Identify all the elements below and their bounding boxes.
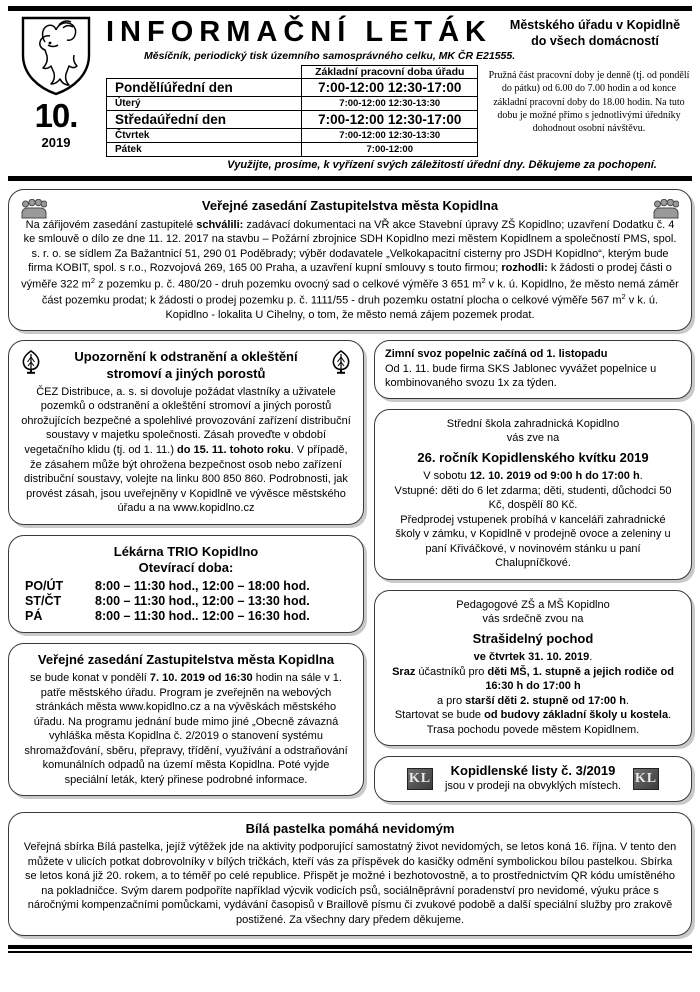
flower-show-box	[374, 409, 692, 580]
group-of-people-icon	[21, 199, 47, 219]
council-superscript-1: 2	[90, 275, 96, 285]
council2-text-2: hodin na sále v 1. patře městského úřadu. Program je zveřejněn na webových stránkách města www.kopidlno.cz a na vývěskách městského úřadu. Na programu jednání bude mimo jiné „Obecně závazná vyhláška města Kopidlna č. 2/2019 o stanovení systému shromažďování, sběru, přepravy, třídění, využívání a odstraňování komunálních odpadů na území města Kopidlna. Poté vyjde speciální leták, který přinese podrobné informace.	[24, 672, 348, 786]
table-row	[107, 79, 478, 97]
walk-older-suffix: .	[625, 694, 629, 707]
council-emphasis-decided: rozhodli:	[501, 262, 548, 275]
flower-date-suffix: .	[639, 470, 643, 483]
office-line-2: do všech domácností	[531, 33, 659, 48]
masthead-main	[104, 15, 692, 175]
periodical-subtitle: Měsíčník, periodický tisk územního samosprávného celku, MK ČR E21555.	[144, 50, 516, 63]
office-hours-time: 7:00-12:00	[302, 143, 478, 157]
waste-collection-title: Zimní svoz popelnic začíná od 1. listopadu	[385, 348, 608, 361]
pharmacy-days: PÁ	[25, 609, 43, 624]
crest-column	[8, 15, 104, 150]
cez-notice-body	[21, 385, 351, 516]
pharmacy-hours-label: Otevírací doba:	[138, 559, 234, 575]
council2-text-1: se bude konat v pondělí	[30, 672, 150, 685]
pharmacy-hours-table	[21, 579, 351, 624]
waste-collection-content	[385, 347, 681, 391]
newspaper-body: jsou v prodeji na obvyklých místech.	[444, 780, 622, 793]
flower-date-prefix: V sobotu	[423, 470, 470, 483]
kopidlenske-listy-logo: KL	[633, 768, 659, 790]
office-hours-note: úřední den	[163, 80, 233, 96]
masthead-middle-row	[106, 65, 692, 157]
walk-start-location: od budovy základní školy u kostela	[484, 709, 669, 722]
use-office-days-note: Využijte, prosíme, k vyřízení svých záležitostí úřední dny. Děkujeme za pochopení.	[227, 159, 657, 172]
pharmacy-name: Lékárna TRIO Kopidlno	[113, 543, 259, 559]
charity-title: Bílá pastelka pomáhá nevidomým	[245, 821, 455, 836]
cez-tree-notice-box	[8, 340, 364, 524]
council-meeting-box	[8, 189, 692, 331]
office-hours-day: Středa	[115, 112, 158, 128]
office-hours-day: Pátek	[107, 143, 302, 157]
pharmacy-time: 8:00 – 11:30 hod.. 12:00 – 16:30 hod.	[95, 609, 310, 624]
tree-icon	[21, 350, 41, 374]
cez-emphasis-deadline: do 15. 11. tohoto roku	[177, 443, 291, 456]
walk-route-line: Trasa pochodu povede městem Kopidlnem.	[426, 723, 640, 736]
pharmacy-box	[8, 535, 364, 634]
flower-school-line-1: Střední škola zahradnická Kopidlno	[446, 417, 620, 430]
office-hours-header-label: Základní pracovní doba úřadu	[302, 66, 478, 79]
cez-title-line-1: Upozornění k odstranění a okleštění	[74, 349, 298, 365]
two-column-section	[8, 340, 692, 802]
cez-title-line-2: stromoví a jiných porostů	[106, 365, 266, 381]
white-crayon-charity-box	[8, 812, 692, 936]
table-row	[107, 97, 478, 111]
footer-rule-thick	[8, 945, 692, 949]
walk-older-details: starší děti 2. stupně od 17:00 h	[465, 694, 626, 707]
walk-older-prefix: a pro	[437, 694, 466, 707]
walk-date-suffix: .	[589, 651, 593, 664]
table-row	[107, 129, 478, 143]
newspaper-text-block	[445, 763, 621, 794]
table-row	[107, 143, 478, 157]
footer-rule-thin	[8, 951, 692, 953]
pharmacy-days: PO/ÚT	[25, 579, 64, 594]
walk-date-line	[387, 650, 679, 665]
cez-text-2: . V případě, že zásahem může být ohrožena bezpečnost osob nebo zařízení distribuční soustavy, volejte na linku 800 850 860. Podrobnosti, jak provést zásah, jsou uveřejněny v Kopidlně ve vývěsce městského úřadu a na www.kopidlno.cz	[24, 443, 348, 515]
scary-walk-box	[374, 590, 692, 746]
walk-meet-text: účastníků pro	[415, 665, 488, 678]
council-text-4: z pozemku p. č. 480/20 - druh pozemku ovocný sad o celkové výměře 3 651 m	[95, 278, 482, 291]
flower-date-value: 12. 10. 2019 od 9:00 h do 17:00 h	[469, 470, 640, 483]
flower-date-line	[387, 469, 679, 484]
office-hours-time: 7:00-12:00 12:30-17:00	[302, 79, 478, 97]
office-hours-day: Úterý	[107, 97, 302, 111]
flower-admission-info: Vstupné: děti do 6 let zdarma; děti, studenti, důchodci 50 Kč, dospělí 80 Kč.	[394, 484, 672, 512]
flower-show-headline: 26. ročník Kopidlenského kvítku 2019	[417, 450, 649, 465]
page-title: INFORMAČNÍ LETÁK	[106, 16, 492, 48]
group-of-people-icon	[653, 199, 679, 219]
office-hours-header-row	[107, 66, 478, 79]
walk-date-value: ve čtvrtek 31. 10. 2019	[473, 651, 590, 664]
masthead	[8, 11, 692, 175]
pharmacy-time: 8:00 – 11:30 hod., 12:00 – 13:30 hod.	[95, 594, 310, 609]
office-hours-day: Čtvrtek	[107, 129, 302, 143]
office-line-1: Městského úřadu v Kopidlně	[509, 18, 681, 32]
kopidlenske-listy-box	[374, 756, 692, 802]
office-hours-table	[106, 65, 478, 157]
table-row	[107, 111, 478, 129]
council-text-5: v k. ú. Kopidlno, že město nemá záměr část pozemku prodat; k žádosti o prodej pozemku p. č. 1111/55 - druh pozemku ostatní plocha o celkové výměře 567 m	[41, 278, 679, 307]
walk-organizer-line-1: Pedagogové ZŠ a MŠ Kopidlno	[456, 598, 610, 611]
masthead-title-row	[106, 15, 692, 49]
walk-start-suffix: .	[668, 709, 672, 722]
office-hours-day: Pondělí	[115, 80, 164, 96]
office-hours-header-blank	[107, 66, 302, 79]
office-subtitle	[492, 15, 692, 49]
pharmacy-title	[21, 544, 351, 577]
issue-year: 2019	[41, 135, 71, 150]
council-meeting-title: Veřejné zasedání Zastupitelstva města Kopidlna	[201, 198, 499, 214]
council-superscript-2: 2	[481, 275, 486, 285]
waste-collection-box	[374, 340, 692, 399]
charity-body: Veřejná sbírka Bílá pastelka, jejíž výtěžek jde na aktivity podporující samostatný život nevidomých, se letos koná 16. října. V tento den můžete v ulicích potkat dobrovolníky v bílých tričkách, kteří vás za příspěvek do kasičky odmění symbolickou bílou pastelkou. Sbírka se letos koná již 20. rokem, a to téměř po celé republice. Přispět je možné i bezhotovostně, a to prostřednictvím QR kódu umístěného na pokladničce. Svým darem podpoříte například výcvik vodicích psů, sociálněprávní poradenství pro nevidomé, výuku práce s náročnými kompenzačními pomůckami, vydávání časopisů v Braillově písmu či zvukové podobě a další speciální služby pro zrakově postižené. Za všechny dary předem děkujeme.	[23, 841, 677, 926]
kopidlenske-listy-logo: KL	[407, 768, 433, 790]
pharmacy-time: 8:00 – 11:30 hod., 12:00 – 18:00 hod.	[95, 579, 310, 594]
council2-emphasis-date: 7. 10. 2019 od 16:30	[149, 672, 253, 685]
council-text-3: k žádosti o prodej části o výměře 322 m	[21, 262, 672, 291]
pharmacy-days: ST/ČT	[25, 594, 62, 609]
council-meeting-body	[21, 218, 679, 323]
office-hours-time: 7:00-12:00 12:30-13:30	[302, 97, 478, 111]
right-column	[374, 340, 692, 802]
masthead-bottom-rule	[8, 176, 692, 181]
walk-organizer-line-2: vás srdečně zvou na	[482, 613, 584, 626]
council-text-6: v k. ú. Kopidlno - lokalita U Cihelny, o tom, že město nemá zájem pozemek prodat.	[165, 294, 659, 321]
tree-icon	[331, 350, 351, 374]
walk-meet-details: děti MŠ, 1. stupně a jejich rodiče od 16:30 h do 17:00 h	[485, 665, 674, 693]
newsletter-page	[0, 6, 700, 992]
office-hours-time: 7:00-12:00 12:30-17:00	[302, 111, 478, 129]
council-meeting-announcement-box	[8, 643, 364, 796]
council-announcement-body	[21, 671, 351, 787]
council-text-2: zadávací dokumentaci na VŘ akce Stavební úpravy ZŠ Kopidlno; uzavření Dodatku č. 4 ke smlouvě o dílo ze dne 11. 12. 2017 na stavbu – Požární zbrojnice SDH Kopidlno mezi městem Kopidlnem a společností PMS, spol. s. r. o. se sídlem Za Bažantnicí 51, 290 01 Poděbrady; výběr dodavatele „Velkokapacitní cisterny pro JSDH Kopidlno“, kterým bude firma KOBIT, spol. s r.o., Rozvojová 269, 165 00 Praha, a uzavření kupní smlouvy s touto firmou;	[23, 218, 677, 275]
walk-meeting-line	[387, 665, 679, 694]
council-emphasis-approved: schválili:	[196, 218, 244, 231]
newspaper-row	[385, 763, 681, 794]
cez-text-1: ČEZ Distribuce, a. s. si dovoluje požádat vlastníky a uživatele pozemků o odstranění a okleštění stromoví a jiných porostů ohrožujících bezpečné a spolehlivé provozování zařízení distribuční soustavy v majetku společnosti. Zásah proveďte v období vegetačního klidu (tj. od 1. 11.)	[21, 385, 351, 456]
walk-headline: Strašidelný pochod	[472, 630, 594, 646]
kopidlno-coat-of-arms-icon	[19, 15, 93, 97]
walk-older-children-line	[387, 694, 679, 709]
council-superscript-3: 2	[621, 291, 626, 301]
office-hours-table-wrap	[106, 65, 478, 157]
council-text-1: Na zářijovém zasedání zastupitelé	[25, 218, 197, 231]
office-hours-note: úřední den	[157, 112, 227, 128]
flower-school-line-2: vás zve na	[506, 432, 560, 445]
walk-meet-label: Sraz	[392, 665, 416, 678]
table-row	[21, 579, 351, 594]
walk-start-prefix: Startovat se bude	[394, 709, 485, 722]
flower-presale-info: Předprodej vstupenek probíhá v kanceláři zahradnické školy v zámku, v Kopidlně v prodejně ovoce a zeleniny u paní Křiváčkové, v novinovém stánku u paní Chalupníčkové.	[395, 513, 671, 570]
table-row	[21, 609, 351, 624]
walk-start-line	[387, 708, 679, 723]
office-hours-time: 7:00-12:00 12:30-13:30	[302, 129, 478, 143]
newspaper-title: Kopidlenské listy č. 3/2019	[450, 763, 616, 779]
table-row	[21, 594, 351, 609]
left-column	[8, 340, 364, 796]
flexible-hours-note: Pružná část pracovní doby je denně (tj. od pondělí do pátku) od 6.00 do 7.00 hodin a od konce základní pracovní doby do 18.00 hodin. Na tuto dobu je možné přímo s jednotlivými úředníky dohodnout osobní návštěvu.	[488, 70, 690, 134]
issue-number: 10.	[34, 97, 78, 134]
waste-collection-body: Od 1. 11. bude firma SKS Jablonec vyvážet popelnice u kombinovaného svozu 1x za týden.	[385, 362, 657, 390]
cez-notice-title	[21, 349, 351, 382]
council-announcement-title: Veřejné zasedání Zastupitelstva města Kopidlna	[37, 652, 335, 668]
